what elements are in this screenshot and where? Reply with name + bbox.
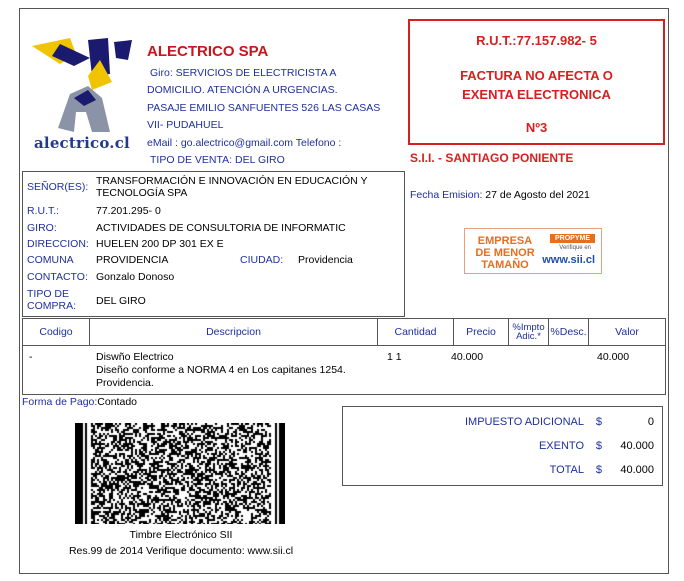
company-address: PASAJE EMILIO SANFUENTES 526 LAS CASAS <box>147 102 381 114</box>
direccion-label: DIRECCION: <box>27 238 89 250</box>
tipo-compra-label-line2: COMPRA: <box>27 300 77 312</box>
ciudad-label: CIUDAD: <box>240 254 284 266</box>
rut-label: R.U.T.: <box>27 205 60 217</box>
col-impto <box>509 319 549 345</box>
timbre-barcode <box>75 423 285 524</box>
tipo-compra-label <box>27 288 76 312</box>
payment-method <box>22 396 137 408</box>
badge-text <box>471 235 539 271</box>
col-precio: Precio <box>454 319 509 345</box>
badge-line1: EMPRESA <box>477 235 533 247</box>
items-table-body <box>22 345 666 395</box>
col-desc: %Desc. <box>549 319 589 345</box>
row-desc-title: Diswño Electrico <box>96 351 174 363</box>
row-cantidad: 1 1 <box>387 351 402 363</box>
issue-date <box>410 189 590 201</box>
customer-purchase-type: DEL GIRO <box>96 295 146 307</box>
col-impto-line1: %Impto <box>512 322 545 333</box>
badge-site: www.sii.cl <box>542 254 595 266</box>
document-type-line2: EXENTA ELECTRONICA <box>462 87 611 102</box>
badge-line3: TAMAÑO <box>481 259 529 271</box>
empresa-menor-tamano-badge <box>464 228 602 274</box>
impuesto-value: 0 <box>647 416 654 428</box>
col-descripcion: Descripcion <box>90 319 378 345</box>
customer-city: Providencia <box>298 254 353 266</box>
issuer-rut: R.U.T.:77.157.982- 5 <box>476 33 597 48</box>
exento-row <box>343 440 662 454</box>
payment-label: Forma de Pago: <box>22 396 98 408</box>
total-currency: $ <box>595 464 602 476</box>
total-label: TOTAL <box>549 464 584 476</box>
col-codigo: Codigo <box>23 319 90 345</box>
totals-box <box>342 406 663 486</box>
total-value: 40.000 <box>620 464 654 476</box>
customer-rut: 77.201.295- 0 <box>96 205 161 217</box>
document-number: Nº3 <box>525 120 548 135</box>
total-row <box>343 464 662 478</box>
contacto-label: CONTACTO: <box>27 271 88 283</box>
customer-name-line2: TECNOLOGÍA SPA <box>96 187 188 199</box>
col-cantidad: Cantidad <box>378 319 454 345</box>
senores-label: SEÑOR(ES): <box>27 181 89 193</box>
row-desc-line1: Diseño conforme a NORMA 4 en Los capitanes 1254. <box>96 364 346 376</box>
items-table-header <box>22 318 666 346</box>
impuesto-currency: $ <box>595 416 602 428</box>
company-name: ALECTRICO SPA <box>147 43 269 60</box>
giro-label: GIRO: <box>27 222 57 234</box>
company-giro-line2: DOMICILIO. ATENCIÓN A URGENCIAS. <box>147 84 338 96</box>
col-impto-line2: Adic.* <box>516 331 541 342</box>
customer-giro: ACTIVIDADES DE CONSULTORIA DE INFORMATIC <box>96 222 346 234</box>
timbre-label: Timbre Electrónico SII <box>129 529 233 541</box>
customer-comuna: PROVIDENCIA <box>96 254 169 266</box>
tipo-compra-label-line1: TIPO DE <box>27 288 70 300</box>
row-codigo: - <box>29 351 33 363</box>
customer-name-line1: TRANSFORMACIÓN E INNOVACIÓN EN EDUCACIÓN Y <box>96 175 368 187</box>
document-type-line1: FACTURA NO AFECTA O <box>460 68 613 83</box>
payment-value: Contado <box>97 396 137 408</box>
sii-office: S.I.I. - SANTIAGO PONIENTE <box>410 151 574 165</box>
company-commune: VII- PUDAHUEL <box>147 119 224 131</box>
badge-propyme: PROPYME <box>550 234 595 243</box>
exento-value: 40.000 <box>620 440 654 452</box>
exento-label: EXENTO <box>538 440 584 452</box>
row-valor: 40.000 <box>597 351 630 363</box>
issue-date-label: Fecha Emision: <box>410 189 483 201</box>
timbre-resolution: Res.99 de 2014 Verifique documento: www.sii.cl <box>68 545 294 557</box>
company-contact: eMail : go.alectrico@gmail.com Telefono : <box>147 137 342 149</box>
document-id-box <box>408 19 665 145</box>
comuna-label: COMUNA <box>27 254 74 266</box>
logo-wordmark: alectrico.cl <box>34 134 130 152</box>
customer-address: HUELEN 200 DP 301 EX E <box>96 238 224 250</box>
col-valor: Valor <box>615 326 639 338</box>
badge-verify: Verifique en <box>559 245 591 251</box>
company-giro-line1: Giro: SERVICIOS DE ELECTRICISTA A <box>150 67 337 79</box>
row-precio: 40.000 <box>451 351 484 363</box>
issue-date-value: 27 de Agosto del 2021 <box>485 189 590 201</box>
impuesto-row <box>343 416 662 430</box>
customer-contact: Gonzalo Donoso <box>96 271 175 283</box>
company-sale-type: TIPO DE VENTA: DEL GIRO <box>150 154 285 166</box>
row-desc-line2: Providencia. <box>96 377 154 389</box>
exento-currency: $ <box>595 440 602 452</box>
impuesto-label: IMPUESTO ADICIONAL <box>465 416 584 428</box>
badge-line2: DE MENOR <box>475 247 535 259</box>
